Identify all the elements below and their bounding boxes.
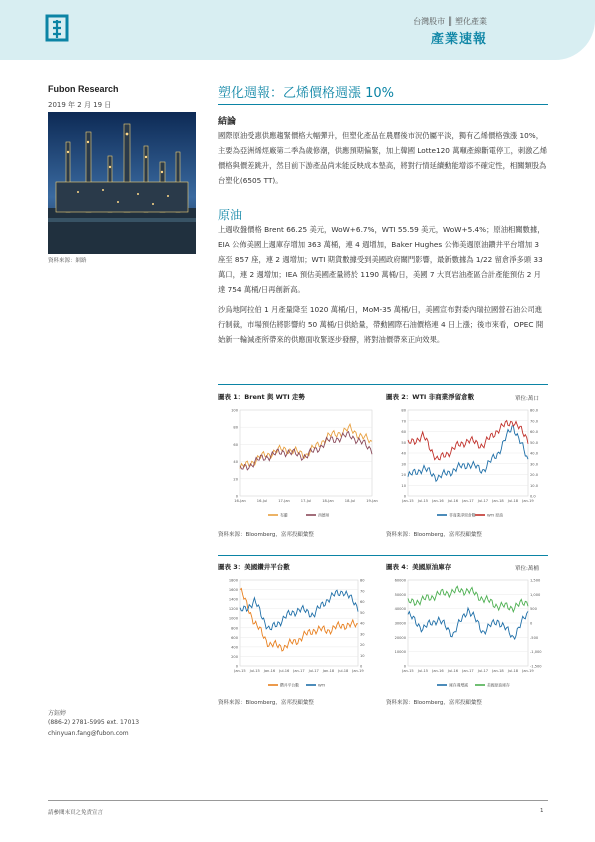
x-tick-label: Jan-18 — [492, 669, 504, 673]
y2-tick-label: 20 — [360, 643, 365, 647]
plot-area — [240, 410, 372, 496]
y-tick-label: 1800 — [228, 578, 238, 583]
y2-tick-label: 0 — [530, 621, 533, 626]
photo-caption: 資料來源：網路 — [48, 258, 87, 264]
chart-4-source: 資料來源：Bloomberg，富邦投顧彙整 — [386, 700, 482, 706]
y2-tick-label: 1,000 — [530, 592, 541, 597]
crude-paragraph-2: 沙烏地阿拉伯 1 月產量降至 1020 萬桶/日，MoM-35 萬桶/日，美國宣布對委內瑞拉國營石油公司進行制裁，市場預估將影響約 50 萬桶/日供給量，帶動國際石油價格連 4 日上漲；後市來看，OPEC 開始新一輪減產所帶來的供應面收緊逐步發酵，將對油價帶來正向效果。 — [218, 305, 544, 344]
y-tick-label: 10000 — [394, 650, 406, 655]
page-header — [0, 0, 595, 60]
y-tick-label: 40 — [233, 460, 238, 465]
header-title: 產業速報 — [430, 32, 487, 47]
fubon-logo-icon — [44, 14, 70, 44]
y-tick-label: 1600 — [228, 588, 238, 593]
y-tick-label: 200 — [231, 654, 238, 659]
chart-1-brent-wti — [218, 404, 378, 524]
y2-tick-label: 70.0 — [530, 419, 539, 424]
y-tick-label: 1200 — [228, 607, 238, 612]
chart-2-unit: 單位:萬口 — [515, 396, 539, 402]
chart-1-title: 圖表 1：Brent 與 WTI 走勢 — [218, 393, 305, 401]
x-tick-label: Jan-18 — [322, 669, 335, 673]
y2-tick-label: 80 — [360, 578, 365, 583]
y-tick-label: 0 — [403, 494, 406, 499]
title-divider — [218, 104, 548, 105]
legend-label: 非商業淨留倉數 — [449, 512, 476, 518]
y2-tick-label: -1,000 — [530, 650, 542, 655]
y-tick-label: 80 — [233, 425, 238, 430]
y-tick-label: 600 — [231, 635, 238, 640]
y2-tick-label: 30.0 — [530, 462, 539, 467]
chart-row-1-divider — [218, 384, 548, 385]
x-tick-label: Jan-16 — [432, 669, 444, 673]
analyst-email[interactable]: chinyuan.fang@fubon.com — [48, 730, 129, 737]
report-title: 塑化週報：乙烯價格週漲 10% — [218, 86, 395, 101]
x-tick-label: 16-Jul — [256, 499, 268, 503]
y-tick-label: 70 — [401, 419, 406, 424]
chart-1-source: 資料來源：Bloomberg，富邦投顧彙整 — [218, 532, 314, 538]
y-tick-label: 800 — [231, 626, 238, 631]
x-tick-label: 17-Jan — [278, 499, 290, 503]
x-tick-label: Jul-17 — [477, 669, 489, 673]
x-tick-label: Jan-18 — [492, 499, 504, 503]
legend-label: 鑽井平台數 — [280, 682, 299, 688]
x-tick-label: Jul-16 — [279, 669, 290, 673]
y-tick-label: 0 — [235, 664, 238, 669]
y-tick-label: 1000 — [228, 616, 238, 621]
y2-tick-label: 1,500 — [530, 578, 541, 583]
y-tick-label: 10 — [401, 483, 406, 488]
chart-4-title: 圖表 4：美國原油庫存 — [386, 563, 452, 571]
refinery-photo — [48, 112, 196, 254]
y-tick-label: 1400 — [228, 597, 238, 602]
chart-2-wti-net-positions — [386, 404, 548, 524]
y2-tick-label: 40.0 — [530, 451, 539, 456]
y-tick-label: 40000 — [394, 607, 406, 612]
y-tick-label: 40 — [401, 451, 406, 456]
x-tick-label: 16-Jan — [234, 499, 246, 503]
report-date: 2019 年 2 月 19 日 — [48, 101, 112, 109]
chart-4-crude-inventory — [386, 574, 548, 694]
analyst-phone: (886-2) 2781-5995 ext. 17013 — [48, 719, 140, 726]
y-tick-label: 100 — [231, 408, 238, 413]
chart-3-title: 圖表 3：美國鑽井平台數 — [218, 563, 290, 571]
x-tick-label: Jan-15 — [402, 499, 414, 503]
header-category: 台灣股市 ║ 塑化產業 — [413, 17, 487, 26]
y2-tick-label: 80.0 — [530, 408, 539, 413]
y2-tick-label: 40 — [360, 621, 365, 626]
legend-label: 布蘭 — [280, 512, 288, 518]
x-tick-label: Jul-16 — [447, 499, 459, 503]
y-tick-label: 0 — [403, 664, 406, 669]
y-tick-label: 50 — [401, 440, 406, 445]
y2-tick-label: 50 — [360, 610, 365, 615]
brand-name: Fubon Research — [48, 84, 119, 94]
y2-tick-label: 30 — [360, 632, 365, 637]
crude-paragraph-1: 上週收盤價格 Brent 66.25 美元，WoW+6.7%，WTI 55.59 美元，WoW+5.4%；原油相關數據，EIA 公佈美國上週庫存增加 363 萬桶，連 4 週增加，Baker Hughes 公佈美週原油鑽井平台增加 3 座至 857 座，連 2 週增加；WTI 期貨數據受到美國政府關門影響，最新數據為 1/22 留倉淨多頭 33 萬口，連 2 週增加；IEA 預估美國產量將於 1190 萬桶/日，美國 7 大頁岩油產區合計產能預估 2 月達 754 萬桶/日再創新高。 — [218, 225, 545, 294]
y2-tick-label: 60 — [360, 600, 365, 604]
x-tick-label: Jan-19 — [522, 669, 534, 673]
x-tick-label: 18-Jan — [322, 499, 334, 503]
y-tick-label: 50000 — [394, 592, 406, 597]
chart-3-source: 資料來源：Bloomberg，富邦投顧彙整 — [218, 700, 314, 706]
y2-tick-label: 70 — [360, 589, 365, 594]
crude-heading: 原油 — [218, 208, 243, 222]
y2-tick-label: 0.0 — [530, 494, 536, 499]
page-number: 1 — [540, 808, 544, 814]
x-tick-label: Jan-17 — [462, 499, 474, 503]
x-tick-label: Jul-18 — [507, 669, 519, 673]
y2-tick-label: 60.0 — [530, 430, 539, 434]
y2-tick-label: -500 — [530, 635, 539, 640]
chart-3-rig-count — [218, 574, 378, 694]
x-tick-label: Jan-17 — [462, 669, 474, 673]
legend-label: WTI — [318, 682, 326, 688]
x-tick-label: Jul-15 — [417, 499, 429, 503]
y2-tick-label: 10.0 — [530, 483, 539, 488]
chart-2-title: 圖表 2：WTI 非商業淨留倉數 — [386, 393, 475, 401]
y-tick-label: 60000 — [394, 578, 406, 583]
x-tick-label: Jan-17 — [293, 669, 305, 673]
legend-label: WTI 原油 — [487, 512, 503, 518]
y-tick-label: 400 — [231, 645, 238, 650]
y2-tick-label: -1,500 — [530, 664, 542, 669]
y2-tick-label: 500 — [530, 607, 537, 612]
x-tick-label: Jan-19 — [522, 499, 534, 503]
x-tick-label: Jul-15 — [417, 669, 429, 673]
x-tick-label: 19-Jan — [366, 499, 378, 503]
y-tick-label: 60 — [233, 442, 238, 447]
analyst-name: 方鈺婷 — [48, 710, 67, 717]
x-tick-label: Jan-16 — [263, 669, 276, 673]
y-tick-label: 60 — [401, 430, 406, 434]
y-tick-label: 0 — [235, 494, 238, 499]
y-tick-label: 80 — [401, 408, 406, 413]
chart-4-unit: 單位:萬桶 — [515, 566, 539, 572]
y-tick-label: 20 — [401, 473, 406, 477]
x-tick-label: Jan-19 — [352, 669, 364, 673]
conclusion-heading: 結論 — [218, 117, 237, 127]
x-tick-label: Jul-17 — [477, 499, 489, 503]
y2-tick-label: 10 — [360, 653, 365, 658]
y2-tick-label: 50.0 — [530, 440, 539, 445]
x-tick-label: 17-Jul — [300, 499, 312, 503]
x-tick-label: Jul-15 — [249, 669, 260, 673]
y2-tick-label: 20.0 — [530, 473, 539, 477]
x-tick-label: Jul-16 — [447, 669, 459, 673]
y-tick-label: 20 — [233, 477, 238, 482]
chart-row-2-divider — [218, 555, 548, 556]
x-tick-label: Jul-18 — [507, 499, 519, 503]
legend-label: 庫存週增減 — [449, 682, 468, 688]
x-tick-label: Jan-16 — [432, 499, 444, 503]
footer-disclaimer: 請參閱末頁之免責宣言 — [48, 810, 104, 816]
y-tick-label: 30000 — [394, 621, 406, 626]
legend-label: 西德州 — [318, 512, 330, 518]
y-tick-label: 20000 — [394, 635, 406, 640]
conclusion-text: 國際原油受惠供應趨緊價格大幅彈升，但塑化產品在農曆後市況仍屬平淡，獨有乙烯價格強漲 10%，主要為亞洲烯烴廠第二季為歲修潮，供應預期偏緊，加上韓國 Lotte120 萬噸產線斷電停工，刺激乙烯價格與價差跳升，然目前下游產品尚未能反映成本墊高，將對行情延續動能增添不確定性，相關類股為台塑化(6505 TT)。 — [218, 131, 548, 185]
x-tick-label: Jan-15 — [402, 669, 414, 673]
x-tick-label: 18-Jul — [344, 499, 356, 503]
x-tick-label: Jul-18 — [338, 669, 349, 673]
chart-2-source: 資料來源：Bloomberg，富邦投顧彙整 — [386, 532, 482, 538]
x-tick-label: Jan-15 — [234, 669, 246, 673]
footer-divider — [48, 800, 548, 801]
y-tick-label: 30 — [401, 462, 406, 467]
y2-tick-label: 0 — [360, 664, 363, 669]
legend-label: 美國原油庫存 — [487, 682, 510, 688]
x-tick-label: Jul-17 — [308, 669, 319, 673]
